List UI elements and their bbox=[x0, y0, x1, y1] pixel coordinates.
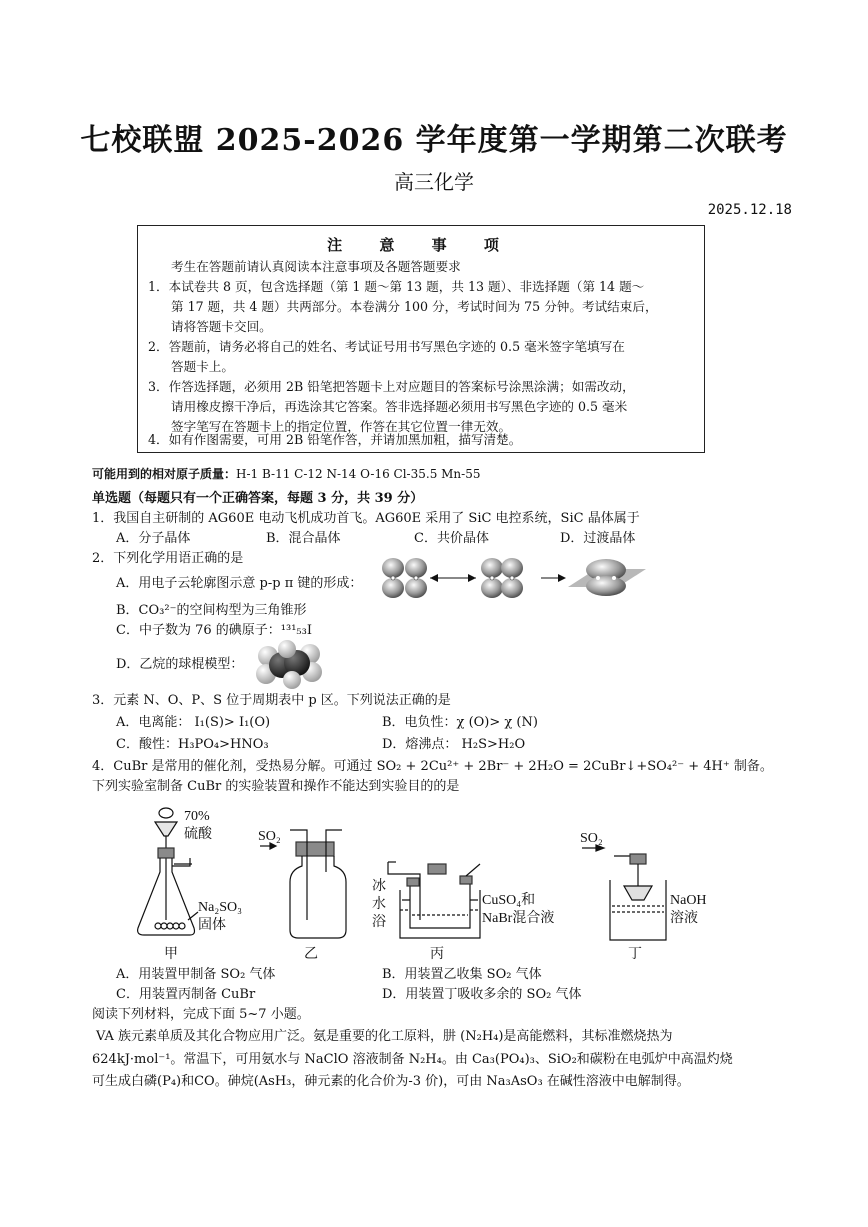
atomic-masses-label: 可能用到的相对原子质量： bbox=[92, 467, 237, 481]
notice-line: 2．答题前，请务必将自己的姓名、考试证号用书写黑色字迹的 0.5 毫米签字笔填写在 bbox=[148, 339, 625, 354]
apparatus-name-bing: 丙 bbox=[430, 947, 444, 962]
notice-line: 1．本试卷共 8 页，包含选择题（第 1 题～第 13 题，共 13 题）、非选择题（第 14 题～ bbox=[148, 279, 645, 294]
ethane-model bbox=[254, 640, 324, 690]
q3-stem: 3．元素 N、O、P、S 位于周期表中 p 区。下列说法正确的是 bbox=[92, 693, 451, 708]
pi-bond-result bbox=[568, 559, 646, 596]
reading-paragraph-line3: 可生成白磷(P₄)和CO。砷烷(AsH₃，砷元素的化合价为-3 价)，可由 Na₃AsO₃ 在碱性溶液中电解制得。 bbox=[92, 1074, 690, 1089]
p-orbital-left bbox=[382, 558, 404, 598]
bing-label-ice2: 水 bbox=[372, 897, 386, 912]
bing-label-solution2: NaBr混合液 bbox=[482, 911, 555, 926]
q1-stem: 1．我国自主研制的 AG60E 电动飞机成功首飞。AG60E 采用了 SiC 电控系统，SiC 晶体属于 bbox=[92, 511, 640, 526]
reading-intro: 阅读下列材料，完成下面 5~7 小题。 bbox=[92, 1007, 310, 1022]
bing-label-ice3: 浴 bbox=[372, 915, 386, 930]
bing-label-ice1: 冰 bbox=[372, 879, 386, 894]
jia-label-solid2: 固体 bbox=[198, 918, 226, 933]
reaction-arrow bbox=[541, 574, 566, 582]
q2-option-c bbox=[116, 619, 312, 638]
reading-paragraph-line1: VA 族元素单质及其化合物应用广泛。氨是重要的化工原料，肼 (N₂H₄)是高能燃料，其标准燃烧热为 bbox=[96, 1029, 673, 1044]
notice-line: 签字笔写在答题卡上的指定位置，作答在其它位置一律无效。 bbox=[171, 419, 512, 434]
notice-line: 请将答题卡交回。 bbox=[171, 319, 272, 334]
iodine-isotope: ¹³¹₅₃I bbox=[280, 623, 312, 638]
p-orbitals-overlapping bbox=[481, 558, 523, 598]
q2-stem: 2．下列化学用语正确的是 bbox=[92, 551, 244, 566]
apparatus-name-ding: 丁 bbox=[628, 947, 642, 962]
notice-line: 3．作答选择题，必须用 2B 铅笔把答题卡上对应题目的答案标号涂黑涂满；如需改动， bbox=[148, 379, 635, 394]
exam-date: 2025.12.18 bbox=[707, 202, 792, 218]
atomic-masses bbox=[92, 465, 481, 482]
q4-stem-line2: 下列实验室制备 CuBr 的实验装置和操作不能达到实验目的的是 bbox=[92, 779, 460, 794]
yi-label-gas: SO₂ bbox=[258, 829, 281, 844]
jia-label-acid2: 硫酸 bbox=[184, 827, 212, 842]
section-title: 单选题（每题只有一个正确答案，每题 3 分，共 39 分） bbox=[92, 491, 424, 506]
jia-label-solid: Na₂SO₃ bbox=[198, 900, 242, 915]
apparatus-name-yi: 乙 bbox=[304, 947, 318, 962]
notice-line: 请用橡皮擦干净后，再选涂其它答案。答非选择题必须用书写黑色字迹的 0.5 毫米 bbox=[171, 399, 628, 414]
ding-label-solution2: 溶液 bbox=[670, 911, 698, 926]
apparatus-name-jia: 甲 bbox=[164, 947, 178, 962]
notice-line: 第 17 题，共 4 题）共两部分。本卷满分 100 分，考试时间为 75 分钟。考试结束后， bbox=[171, 299, 658, 314]
reading-paragraph-line2: 624kJ·mol⁻¹。常温下，可用氨水与 NaClO 溶液制备 N₂H₄。由 Ca₃(PO₄)₃、SiO₂和碳粉在电弧炉中高温灼烧 bbox=[92, 1052, 733, 1067]
approach-arrows bbox=[430, 574, 476, 582]
q1-option-c: C．共价晶体 bbox=[414, 531, 489, 546]
notice-line: 4．如有作图需要，可用 2B 铅笔作答，并请加黑加粗，描写清楚。 bbox=[148, 432, 522, 447]
q4-option-c: C．用装置丙制备 CuBr bbox=[116, 987, 256, 1002]
q3-option-b: B．电负性：χ (O)> χ (N) bbox=[382, 715, 538, 730]
apparatus-yi bbox=[260, 830, 346, 938]
atomic-masses-values: H-1 B-11 C-12 N-14 O-16 Cl-35.5 Mn-55 bbox=[236, 467, 481, 481]
notice-heading: 注 意 事 项 bbox=[327, 236, 515, 254]
notice-line: 考生在答题前请认真阅读本注意事项及各题答题要求 bbox=[171, 259, 461, 274]
jia-label-acid: 70% bbox=[184, 809, 210, 824]
bing-label-solution1: CuSO₄和 bbox=[482, 893, 536, 908]
apparatus-diagrams bbox=[130, 800, 707, 965]
q2-option-c-text: C．中子数为 76 的碘原子： bbox=[116, 623, 281, 638]
q1-option-b: B．混合晶体 bbox=[266, 531, 341, 546]
pi-bond-diagram bbox=[378, 557, 648, 599]
q3-option-a: A．电离能： I₁(S)> I₁(O) bbox=[116, 715, 271, 730]
apparatus-bing bbox=[388, 862, 480, 938]
notice-box bbox=[137, 225, 705, 453]
q3-option-c: C．酸性：H₃PO₄>HNO₃ bbox=[116, 737, 269, 752]
q2-option-b: B．CO₃²⁻的空间构型为三角锥形 bbox=[116, 603, 307, 618]
q1-option-d: D．过渡晶体 bbox=[560, 531, 636, 546]
notice-line: 答题卡上。 bbox=[171, 359, 234, 374]
ding-label-solution1: NaOH bbox=[670, 893, 707, 908]
ding-label-gas: SO₂ bbox=[580, 831, 603, 846]
q2-option-d: D．乙烷的球棍模型： bbox=[116, 657, 244, 672]
q4-option-d: D．用装置丁吸收多余的 SO₂ 气体 bbox=[382, 987, 582, 1002]
q4-option-b: B．用装置乙收集 SO₂ 气体 bbox=[382, 967, 542, 982]
exam-subtitle: 高三化学 bbox=[394, 170, 474, 194]
apparatus-ding bbox=[582, 845, 666, 940]
q4-option-a: A．用装置甲制备 SO₂ 气体 bbox=[116, 967, 276, 982]
p-orbital-right bbox=[405, 558, 427, 598]
q2-option-a: A．用电子云轮廓图示意 p-p π 键的形成： bbox=[116, 576, 363, 591]
q4-stem-line1: 4．CuBr 是常用的催化剂，受热易分解。可通过 SO₂ + 2Cu²⁺ + 2Br⁻ + 2H₂O = 2CuBr↓+SO₄²⁻ + 4H⁺ 制备。 bbox=[92, 759, 773, 774]
q3-option-d: D．熔沸点： H₂S>H₂O bbox=[382, 737, 526, 752]
exam-title: 七校联盟 2025-2026 学年度第一学期第二次联考 bbox=[80, 123, 788, 158]
q1-option-a: A．分子晶体 bbox=[116, 531, 191, 546]
